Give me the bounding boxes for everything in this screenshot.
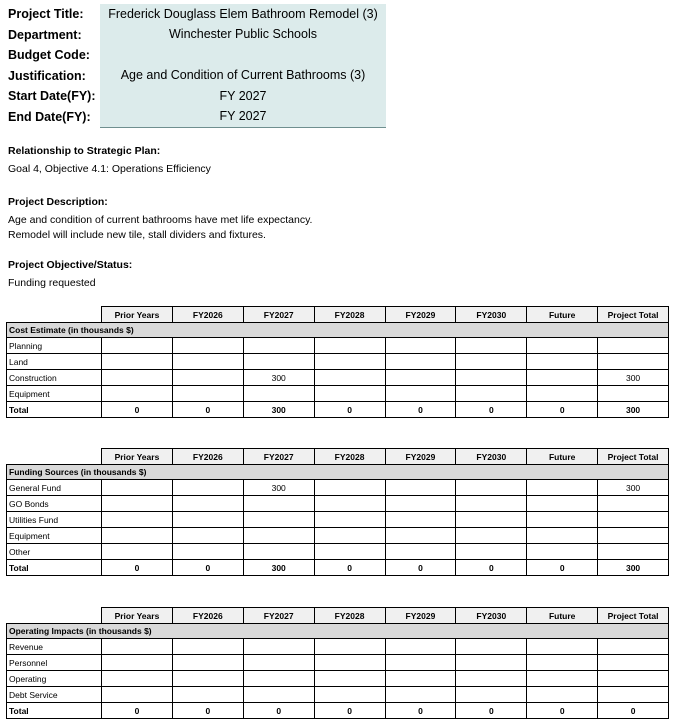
table-cell: 0 (172, 560, 243, 576)
column-header: FY2027 (243, 307, 314, 323)
row-label: Debt Service (7, 687, 102, 703)
table-cell: 300 (598, 370, 669, 386)
table-cell (172, 480, 243, 496)
table-row (7, 386, 669, 402)
table-cell (172, 671, 243, 687)
section-body: Funding requested (8, 277, 96, 289)
table-cell (456, 354, 527, 370)
table-row (7, 528, 669, 544)
section-heading: Project Objective/Status: (8, 259, 133, 271)
table-cell (527, 528, 598, 544)
table-cell (314, 496, 385, 512)
row-label: Total (7, 703, 102, 719)
table-cell (102, 354, 173, 370)
table-cell (385, 338, 456, 354)
table-cell (527, 671, 598, 687)
row-label: GO Bonds (7, 496, 102, 512)
total-row (7, 560, 669, 576)
info-label: Budget Code: (8, 48, 90, 63)
table-cell (102, 338, 173, 354)
column-header: FY2028 (314, 307, 385, 323)
header-corner-cell (7, 608, 102, 624)
table-cell: 0 (527, 402, 598, 418)
table-cell: 300 (243, 370, 314, 386)
funding-sources-table (6, 448, 669, 576)
row-label: Equipment (7, 386, 102, 402)
table-cell (314, 338, 385, 354)
table-cell (102, 512, 173, 528)
info-label: Start Date(FY): (8, 89, 96, 104)
table-cell: 0 (172, 703, 243, 719)
info-label: End Date(FY): (8, 109, 91, 124)
justification-value: Age and Condition of Current Bathrooms (3) (100, 65, 386, 87)
row-label: Other (7, 544, 102, 560)
table-group-title: Cost Estimate (in thousands $) (7, 323, 669, 338)
row-label: Utilities Fund (7, 512, 102, 528)
department-value: Winchester Public Schools (100, 24, 386, 46)
table-cell (243, 687, 314, 703)
table-cell: 0 (385, 402, 456, 418)
table-cell: 0 (527, 703, 598, 719)
table-row (7, 480, 669, 496)
table-group-title: Funding Sources (in thousands $) (7, 465, 669, 480)
table-row (7, 354, 669, 370)
table-row (7, 370, 669, 386)
table-cell: 300 (598, 402, 669, 418)
table-group-title: Operating Impacts (in thousands $) (7, 624, 669, 639)
table-cell (172, 512, 243, 528)
column-header: Prior Years (102, 307, 173, 323)
table-row (7, 496, 669, 512)
table-cell (172, 655, 243, 671)
column-header-row (7, 608, 669, 624)
table-row (7, 338, 669, 354)
table-cell: 300 (598, 560, 669, 576)
strategic-plan-section (8, 145, 211, 177)
column-header: Future (527, 307, 598, 323)
table-cell (172, 639, 243, 655)
cost-estimate-table (6, 306, 669, 418)
table-cell (102, 655, 173, 671)
table-cell (456, 544, 527, 560)
table-cell (385, 496, 456, 512)
table-cell (385, 480, 456, 496)
table-cell (102, 544, 173, 560)
column-header-row (7, 449, 669, 465)
table-cell: 0 (456, 402, 527, 418)
column-header: Project Total (598, 307, 669, 323)
table-cell (172, 544, 243, 560)
table-cell (314, 512, 385, 528)
table-cell (598, 512, 669, 528)
table-cell (598, 544, 669, 560)
table-cell (527, 386, 598, 402)
table-cell (243, 512, 314, 528)
table-cell (385, 655, 456, 671)
table-cell (172, 338, 243, 354)
table-cell (456, 655, 527, 671)
table-cell (456, 338, 527, 354)
table-cell: 0 (598, 703, 669, 719)
column-header: FY2027 (243, 608, 314, 624)
table-cell (456, 370, 527, 386)
table-cell (243, 671, 314, 687)
info-row-start-date (8, 86, 386, 107)
table-group-row (7, 323, 669, 338)
table-cell (598, 655, 669, 671)
table-cell (243, 386, 314, 402)
column-header: Prior Years (102, 608, 173, 624)
table-cell (314, 386, 385, 402)
info-row-budget-code (8, 45, 386, 66)
table-cell (598, 338, 669, 354)
row-label: Land (7, 354, 102, 370)
table-cell (456, 687, 527, 703)
table-cell (102, 687, 173, 703)
table-row (7, 655, 669, 671)
project-objective-section (8, 259, 132, 291)
table-cell (243, 544, 314, 560)
table-cell (385, 354, 456, 370)
table-cell: 0 (456, 703, 527, 719)
table-cell (314, 687, 385, 703)
info-row-end-date (8, 107, 386, 128)
table-cell (527, 512, 598, 528)
table-cell (598, 671, 669, 687)
table-cell (598, 386, 669, 402)
table-cell (314, 544, 385, 560)
column-header-row (7, 307, 669, 323)
section-heading: Project Description: (8, 196, 108, 208)
column-header: FY2026 (172, 307, 243, 323)
column-header: Future (527, 449, 598, 465)
table-cell (102, 370, 173, 386)
row-label: Total (7, 560, 102, 576)
table-cell: 0 (102, 402, 173, 418)
column-header: FY2028 (314, 608, 385, 624)
description-line: Remodel will include new tile, stall dividers and fixtures. (8, 229, 266, 241)
table-cell: 0 (243, 703, 314, 719)
section-heading: Relationship to Strategic Plan: (8, 145, 161, 157)
table-group-row (7, 624, 669, 639)
table-cell: 300 (243, 560, 314, 576)
column-header: FY2030 (456, 608, 527, 624)
table-cell (314, 354, 385, 370)
table-row (7, 671, 669, 687)
end-date-value: FY 2027 (100, 106, 386, 128)
table-cell (314, 370, 385, 386)
column-header: FY2027 (243, 449, 314, 465)
table-cell (102, 496, 173, 512)
table-cell (385, 687, 456, 703)
info-label: Project Title: (8, 7, 84, 22)
total-row (7, 402, 669, 418)
table-cell (102, 671, 173, 687)
table-cell: 0 (456, 560, 527, 576)
info-label: Department: (8, 27, 82, 42)
table-cell (102, 480, 173, 496)
table-cell (527, 496, 598, 512)
column-header: FY2030 (456, 307, 527, 323)
table-cell (527, 354, 598, 370)
table-cell (456, 528, 527, 544)
row-label: Equipment (7, 528, 102, 544)
table-cell (385, 370, 456, 386)
operating-impacts-table (6, 607, 669, 719)
table-cell: 0 (314, 402, 385, 418)
table-cell: 300 (598, 480, 669, 496)
table-cell: 300 (243, 402, 314, 418)
table-row (7, 544, 669, 560)
table-cell (314, 655, 385, 671)
table-cell: 0 (314, 703, 385, 719)
start-date-value: FY 2027 (100, 86, 386, 108)
table-group-row (7, 465, 669, 480)
info-row-title (8, 4, 386, 25)
table-cell (527, 338, 598, 354)
table-cell (243, 655, 314, 671)
column-header: FY2026 (172, 449, 243, 465)
column-header: FY2026 (172, 608, 243, 624)
table-cell (598, 528, 669, 544)
table-cell (243, 639, 314, 655)
header-corner-cell (7, 449, 102, 465)
row-label: Operating (7, 671, 102, 687)
row-label: Planning (7, 338, 102, 354)
info-label: Justification: (8, 68, 86, 83)
table-cell (314, 480, 385, 496)
row-label: Construction (7, 370, 102, 386)
table-cell (385, 386, 456, 402)
column-header: Prior Years (102, 449, 173, 465)
column-header: FY2029 (385, 449, 456, 465)
table-cell (456, 512, 527, 528)
info-row-justification (8, 66, 386, 87)
table-cell (385, 544, 456, 560)
table-cell (314, 671, 385, 687)
table-cell (598, 496, 669, 512)
budget-code-value (100, 45, 386, 67)
project-description-section (8, 196, 312, 243)
table-cell: 0 (385, 703, 456, 719)
table-cell (243, 528, 314, 544)
table-cell (527, 480, 598, 496)
column-header: FY2029 (385, 307, 456, 323)
table-cell (243, 496, 314, 512)
table-cell (527, 544, 598, 560)
table-row (7, 687, 669, 703)
table-cell (102, 528, 173, 544)
table-cell (102, 639, 173, 655)
table-cell: 0 (102, 560, 173, 576)
table-cell (314, 528, 385, 544)
table-cell (527, 655, 598, 671)
column-header: FY2029 (385, 608, 456, 624)
table-cell: 0 (172, 402, 243, 418)
table-cell (172, 370, 243, 386)
table-cell: 0 (527, 560, 598, 576)
table-cell (456, 639, 527, 655)
row-label: General Fund (7, 480, 102, 496)
table-row (7, 512, 669, 528)
table-cell (456, 386, 527, 402)
row-label: Total (7, 402, 102, 418)
row-label: Revenue (7, 639, 102, 655)
table-cell (172, 528, 243, 544)
table-cell (243, 338, 314, 354)
column-header: FY2030 (456, 449, 527, 465)
table-row (7, 639, 669, 655)
table-cell (172, 496, 243, 512)
table-cell (456, 480, 527, 496)
table-cell (385, 528, 456, 544)
table-cell (385, 639, 456, 655)
total-row (7, 703, 669, 719)
table-cell (598, 687, 669, 703)
table-cell (527, 639, 598, 655)
column-header: Project Total (598, 608, 669, 624)
table-cell (598, 639, 669, 655)
table-cell (385, 512, 456, 528)
table-cell: 0 (314, 560, 385, 576)
table-cell (456, 671, 527, 687)
table-cell (598, 354, 669, 370)
table-cell (172, 386, 243, 402)
header-corner-cell (7, 307, 102, 323)
table-cell (102, 386, 173, 402)
table-cell (527, 687, 598, 703)
table-cell (314, 639, 385, 655)
project-info-block (8, 4, 386, 127)
table-cell (456, 496, 527, 512)
column-header: Future (527, 608, 598, 624)
column-header: Project Total (598, 449, 669, 465)
table-cell (172, 354, 243, 370)
table-cell: 300 (243, 480, 314, 496)
table-cell: 0 (385, 560, 456, 576)
description-line: Age and condition of current bathrooms have met life expectancy. (8, 214, 313, 226)
table-cell (527, 370, 598, 386)
table-cell: 0 (102, 703, 173, 719)
table-cell (172, 687, 243, 703)
column-header: FY2028 (314, 449, 385, 465)
table-cell (385, 671, 456, 687)
row-label: Personnel (7, 655, 102, 671)
info-row-department (8, 25, 386, 46)
section-body: Goal 4, Objective 4.1: Operations Efficiency (8, 163, 211, 175)
project-title-value: Frederick Douglass Elem Bathroom Remodel (3) (100, 4, 386, 26)
table-cell (243, 354, 314, 370)
